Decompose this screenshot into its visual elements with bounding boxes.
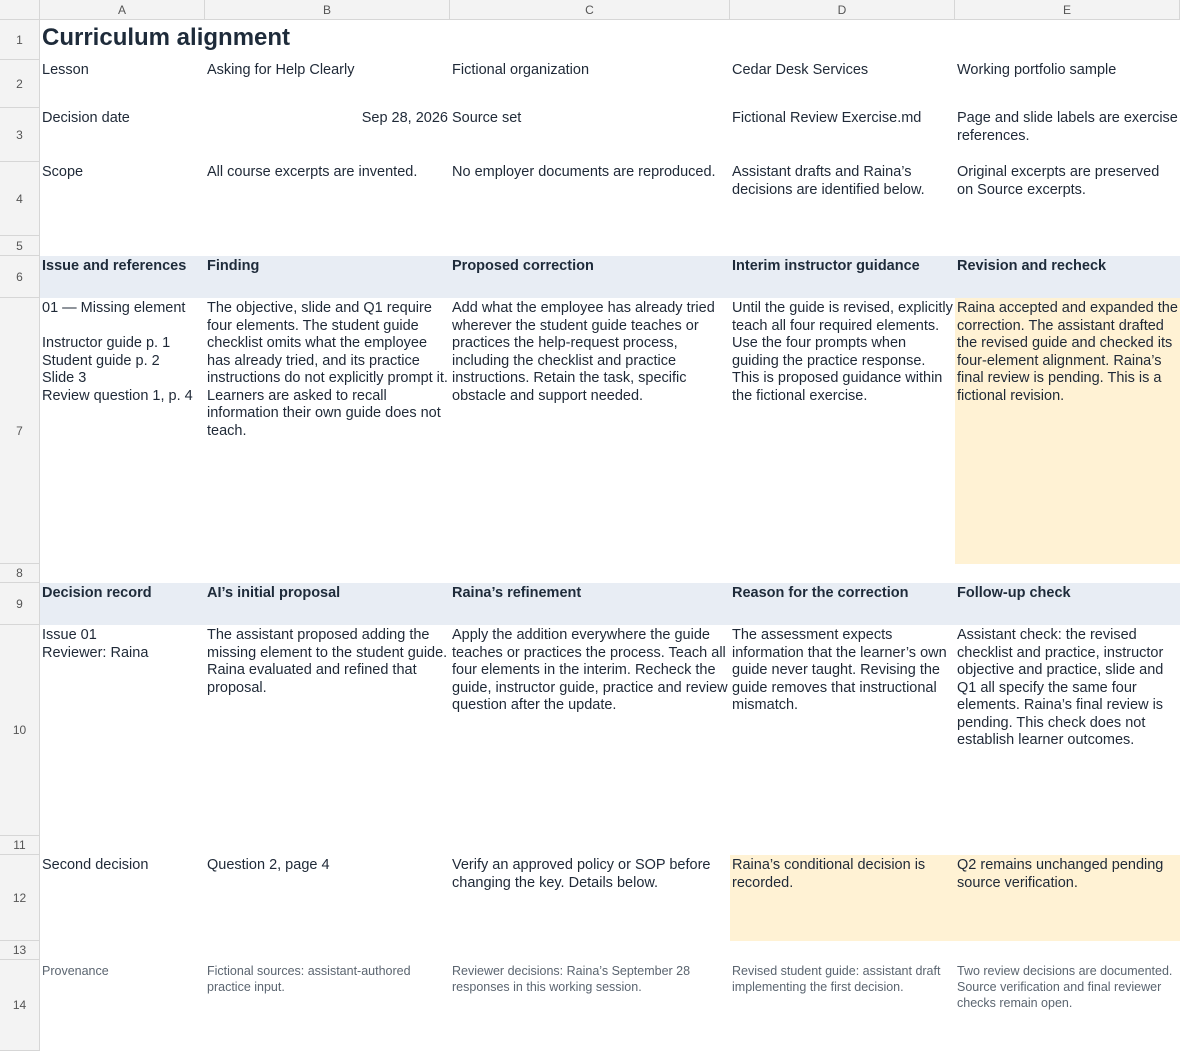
issue-header-references[interactable]: Issue and references [42,258,187,274]
row-header-6[interactable]: 6 [0,256,40,298]
second-decision-question[interactable]: Question 2, page 4 [207,857,330,873]
issue-header-correction[interactable]: Proposed correction [452,258,594,274]
column-header-d[interactable]: D [730,0,955,20]
second-decision-result[interactable]: Q2 remains unchanged pending source verification. [955,855,1180,941]
row-header-1[interactable]: 1 [0,20,40,60]
decision-date-label[interactable]: Decision date [42,110,130,126]
column-header-a[interactable]: A [40,0,205,20]
column-header-b[interactable]: B [205,0,450,20]
sheet-title[interactable]: Curriculum alignment [42,24,291,51]
decision-header-followup[interactable]: Follow-up check [957,585,1071,601]
row-header-11[interactable]: 11 [0,836,40,855]
decision-followup[interactable]: Assistant check: the revised checklist and practice, instructor objective and practice, slide and Q1 all specify the same four elements. Raina’s final review is pending. This check does not establish learner outcomes. [957,627,1164,748]
decision-record[interactable]: Issue 01 Reviewer: Raina [42,627,149,661]
row-header-14[interactable]: 14 [0,960,40,1051]
column-header-c[interactable]: C [450,0,730,20]
row-header-10[interactable]: 10 [0,625,40,836]
row-header-8[interactable]: 8 [0,564,40,583]
provenance-label[interactable]: Provenance [42,964,109,978]
source-set-value[interactable]: Fictional Review Exercise.md [732,110,922,126]
portfolio-note[interactable]: Working portfolio sample [957,62,1117,78]
issue-references[interactable]: 01 — Missing element Instructor guide p. 1 Student guide p. 2 Slide 3 Review question 1, p. 4 [42,300,193,404]
decision-reason[interactable]: The assessment expects information that the learner’s own guide never taught. Revising the guide removes that instructional mismatch. [732,627,947,713]
row-header-3[interactable]: 3 [0,108,40,162]
lesson-label[interactable]: Lesson [42,62,89,78]
decision-header-reason[interactable]: Reason for the correction [732,585,909,601]
scope-drafts[interactable]: Assistant drafts and Raina’s decisions are identified below. [732,164,925,198]
decision-header-proposal[interactable]: AI’s initial proposal [207,585,341,601]
organization-value[interactable]: Cedar Desk Services [732,62,869,78]
row-header-2[interactable]: 2 [0,60,40,108]
row-header-7[interactable]: 7 [0,298,40,564]
issue-header-guidance[interactable]: Interim instructor guidance [732,258,920,274]
decision-date-value[interactable]: Sep 28, 2026 [361,110,448,126]
decision-proposal[interactable]: The assistant proposed adding the missing element to the student guide. Raina evaluated and refined that proposal. [207,627,448,696]
scope-excerpts[interactable]: All course excerpts are invented. [207,164,418,180]
issue-header-finding[interactable]: Finding [207,258,260,274]
issue-revision[interactable]: Raina accepted and expanded the correction. The assistant drafted the revised guide and checked its four-element alignment. Raina’s final review is pending. This is a fictional revision. [955,298,1180,564]
provenance-sources[interactable]: Fictional sources: assistant-authored practice input. [207,964,411,994]
issue-header-revision[interactable]: Revision and recheck [957,258,1107,274]
issue-guidance[interactable]: Until the guide is revised, explicitly teach all four required elements. Use the four prompts when guiding the practice response. This is proposed guidance within the fictional exercise. [732,300,953,404]
scope-employer-docs[interactable]: No employer documents are reproduced. [452,164,716,180]
issue-correction[interactable]: Add what the employee has already tried wherever the student guide teaches or practices the help-request process, including the checklist and practice instructions. Retain the task, specific obstacle and support needed. [452,300,715,404]
provenance-revised[interactable]: Revised student guide: assistant draft implementing the first decision. [732,964,941,994]
row-header-13[interactable]: 13 [0,941,40,960]
page-label-note[interactable]: Page and slide labels are exercise references. [957,110,1178,144]
decision-refinement[interactable]: Apply the addition everywhere the guide teaches or practices the process. Teach all four elements in the interim. Recheck the guide, instructor guide, practice and review question after the update. [452,627,728,713]
row-header-5[interactable]: 5 [0,236,40,256]
column-header-e[interactable]: E [955,0,1180,20]
issue-finding[interactable]: The objective, slide and Q1 require four elements. The student guide checklist omits what the employee has already tried, and its practice instructions do not explicitly prompt it. Learners are asked to recall information their own guide does not teach. [207,300,448,439]
row-header-4[interactable]: 4 [0,162,40,236]
provenance-reviewer[interactable]: Reviewer decisions: Raina’s September 28 responses in this working session. [452,964,691,994]
row-header-12[interactable]: 12 [0,855,40,941]
decision-header-refinement[interactable]: Raina’s refinement [452,585,582,601]
decision-header-record[interactable]: Decision record [42,585,152,601]
scope-label[interactable]: Scope [42,164,84,180]
second-decision-status[interactable]: Raina’s conditional decision is recorded. [730,855,955,941]
source-set-label[interactable]: Source set [452,110,522,126]
scope-originals[interactable]: Original excerpts are preserved on Source excerpts. [957,164,1160,198]
select-all-corner[interactable] [0,0,40,20]
provenance-summary[interactable]: Two review decisions are documented. Source verification and final reviewer checks remain open. [957,964,1173,1010]
row-header-9[interactable]: 9 [0,583,40,625]
lesson-value[interactable]: Asking for Help Clearly [207,62,355,78]
organization-label[interactable]: Fictional organization [452,62,590,78]
second-decision-label[interactable]: Second decision [42,857,149,873]
second-decision-action[interactable]: Verify an approved policy or SOP before changing the key. Details below. [452,857,711,891]
